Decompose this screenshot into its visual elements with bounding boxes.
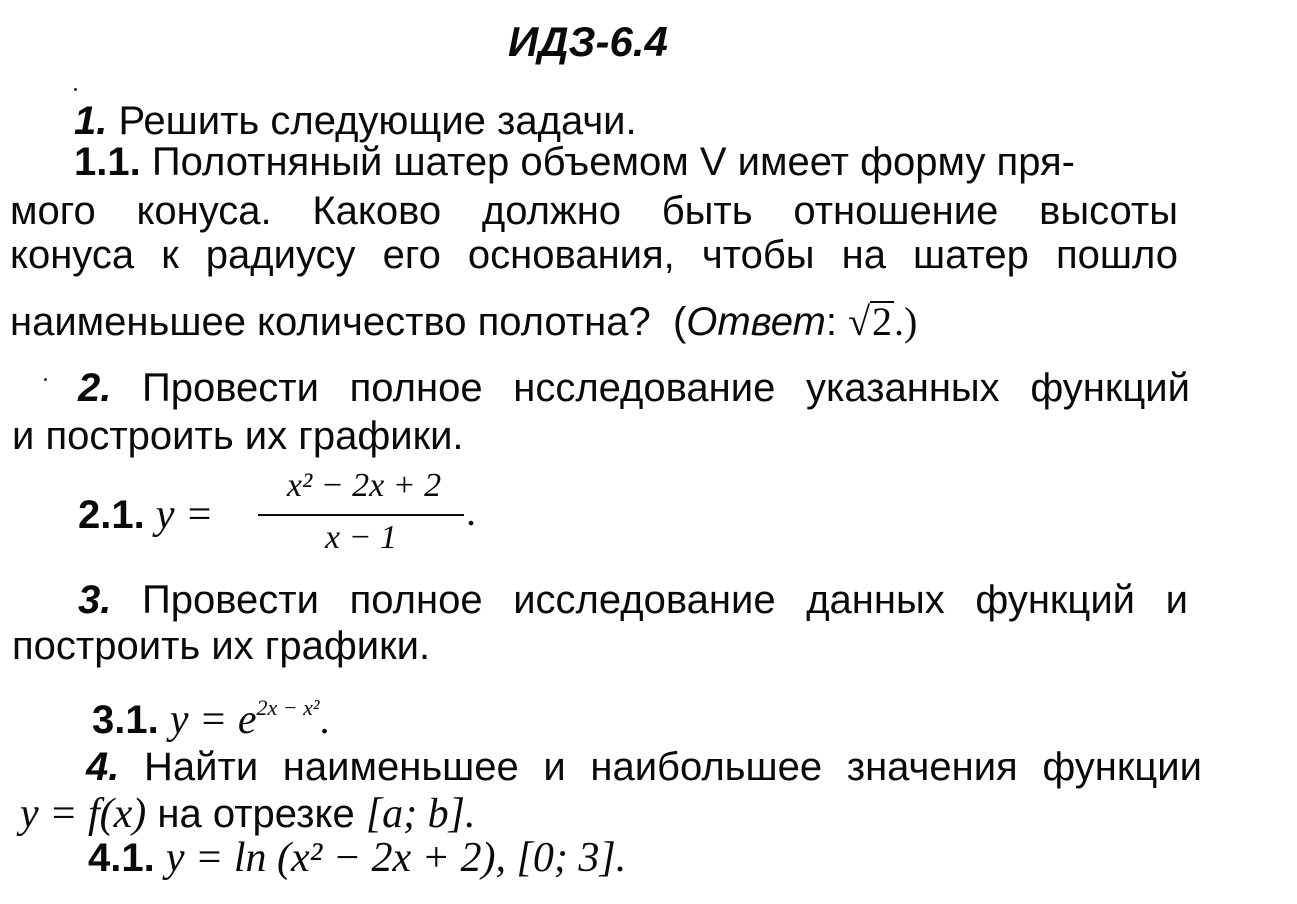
task1-1-text-line1: Полотняный шатер объемом V имеет форму пря-	[151, 140, 1075, 184]
task3-number: 3.	[78, 578, 112, 622]
task2-text-line1: Провести полное нсследование указанных функций	[142, 366, 1190, 410]
answer-value: 2	[872, 299, 893, 344]
task1-heading: Решить следующие задачи.	[118, 99, 637, 143]
task4-text-line2: на отрезке	[157, 792, 355, 836]
task4-1-number: 4.1.	[88, 836, 155, 880]
task2-1-period: .	[466, 489, 476, 534]
task1-1-line3: конуса к радиусу его основания, чтобы на шатер пошло	[10, 233, 1178, 277]
task3-line2: построить их графики.	[12, 624, 431, 668]
task4-1-expression: y = ln (x² − 2x + 2), [0; 3].	[165, 835, 627, 881]
task3-1-lhs: y = e	[169, 697, 257, 743]
task4-interval: [a; b].	[365, 791, 476, 837]
task3-1-exponent: 2x − x²	[256, 695, 320, 720]
task1-1-line1	[74, 140, 1178, 184]
task3-1-formula: 3.1. $y = e^{2x - x^2}$.	[92, 695, 330, 743]
task2-1-denominator: x − 1	[324, 519, 398, 556]
task1-heading-line	[74, 99, 637, 143]
task4-1-formula	[88, 836, 626, 880]
print-speck	[44, 378, 47, 381]
page-title: ИДЗ-6.4	[508, 18, 668, 65]
task3-line1	[78, 578, 1188, 622]
task4-number: 4.	[86, 745, 120, 789]
task1-1-line2: мого конуса. Каково должно быть отношение высоты	[10, 189, 1178, 233]
task2-line1	[78, 366, 1190, 410]
task1-1-text-line4: наименьшее количество полотна?	[10, 300, 651, 344]
task2-1-numerator: x² − 2x + 2	[286, 467, 442, 504]
fraction-bar	[258, 514, 464, 516]
task3-1-number: 3.1.	[92, 698, 159, 742]
task1-1-line4: наименьшее количество полотна? (Ответ: √2.)	[10, 299, 918, 344]
task2-1-formula	[78, 493, 213, 537]
task1-1-number: 1.1.	[74, 140, 141, 184]
task4-line1	[86, 745, 1202, 789]
task2-1-lhs: y =	[155, 492, 214, 538]
task4-line2	[20, 792, 476, 836]
task2-1-number: 2.1.	[78, 493, 145, 537]
print-speck	[74, 88, 77, 91]
answer-label: Ответ	[686, 300, 826, 344]
task2-line2: и построить их графики.	[12, 414, 464, 458]
task1-number: 1.	[74, 99, 108, 143]
task2-number: 2.	[78, 366, 112, 410]
task4-text-line1: Найти наименьшее и наибольшее значения функции	[144, 745, 1202, 789]
task3-text-line1: Провести полное исследование данных функций и	[142, 578, 1188, 622]
task4-function: y = f(x)	[20, 791, 147, 837]
